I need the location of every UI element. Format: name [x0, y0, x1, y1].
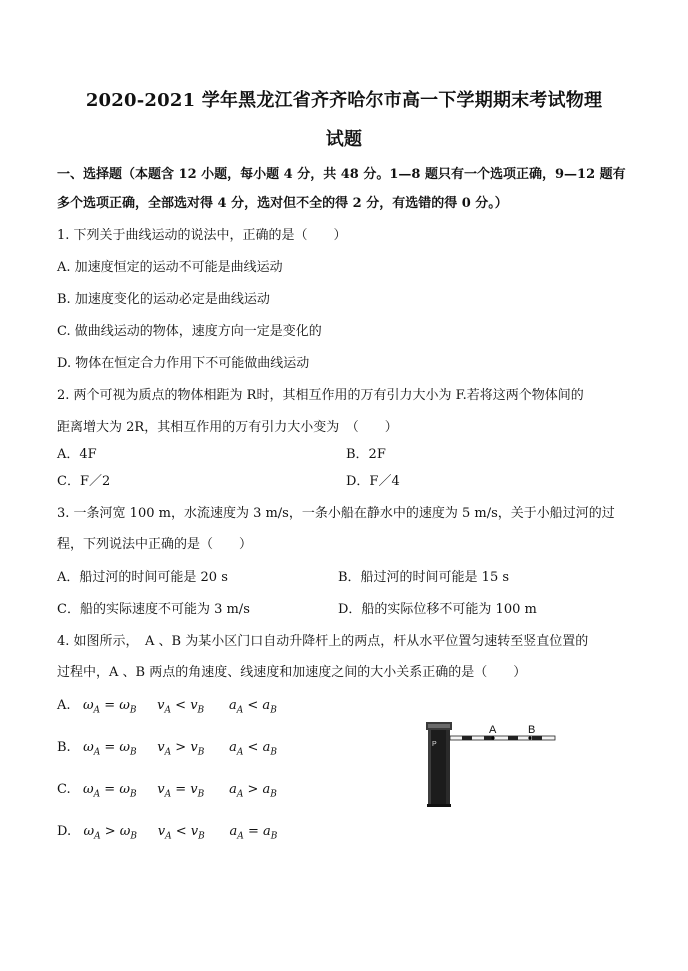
q2-stem-line2: 距离增大为 2R，其相互作用的万有引力大小变为 （ ）: [57, 420, 398, 435]
q1-option-d: D. 物体在恒定合力作用下不可能做曲线运动: [57, 356, 310, 371]
gate-cabinet-edge: [428, 730, 431, 806]
point-a-label: A: [489, 724, 497, 736]
q1-option-a: A. 加速度恒定的运动不可能是曲线运动: [57, 260, 283, 275]
q3-stem-line2: 程，下列说法中正确的是（ ）: [57, 537, 253, 552]
point-b-marker: [528, 736, 531, 739]
q3-option-c: C．船的实际速度不可能为 3 m/s: [57, 602, 250, 617]
gate-cabinet-top-panel: [428, 724, 450, 728]
q4-option-a: A. $\omega_A = \omega_B$ $v_A < v_B$ $a_A < a_B$: [57, 698, 277, 716]
q2-stem-line1: 2. 两个可视为质点的物体相距为 R时，其相互作用的万有引力大小为 F.若将这两个物体间的: [57, 388, 584, 403]
q2-option-d: D．F／4: [346, 474, 400, 489]
q4-option-c: C. $\omega_A = \omega_B$ $v_A = v_B$ $a_A > a_B$: [57, 782, 277, 800]
q4-option-b: B. $\omega_A = \omega_B$ $v_A > v_B$ $a_A < a_B$: [57, 740, 277, 758]
q3-option-a: A．船过河的时间可能是 20 s: [57, 570, 228, 585]
gate-arm-stripe-3: [508, 736, 518, 740]
gate-label-p: P: [432, 741, 437, 748]
q4-stem-line1: 4. 如图所示， A 、B 为某小区门口自动升降杆上的两点，杆从水平位置匀速转至竖直位置的: [57, 634, 589, 649]
q2-option-a: A．4F: [57, 447, 97, 462]
section-instructions-line1: 一、选择题（本题含 12 小题，每小题 4 分，共 48 分。1—8 题只有一个选项正确，9—12 题有: [57, 167, 626, 182]
gate-arm-stripe-1: [462, 736, 472, 740]
q4-stem-line2: 过程中，A 、B 两点的角速度、线速度和加速度之间的大小关系正确的是（ ）: [57, 665, 527, 680]
gate-cabinet-base: [427, 804, 451, 807]
q3-stem-line1: 3. 一条河宽 100 m，水流速度为 3 m/s，一条小船在静水中的速度为 5 m/s，关于小船过河的过: [57, 506, 615, 521]
exam-title-line2: 试题: [325, 129, 363, 150]
q1-stem: 1. 下列关于曲线运动的说法中，正确的是（ ）: [57, 228, 347, 243]
section-instructions-line2: 多个选项正确，全部选对得 4 分，选对但不全的得 2 分，有选错的得 0 分。）: [57, 196, 508, 211]
q4-option-d: D. $\omega_A > \omega_B$ $v_A < v_B$ $a_A = a_B$: [57, 824, 278, 842]
gate-cabinet-side: [446, 730, 450, 806]
q1-option-b: B. 加速度变化的运动必定是曲线运动: [57, 292, 270, 307]
point-b-label: B: [528, 724, 536, 736]
q2-option-c: C．F／2: [57, 474, 111, 489]
exam-title-line1: 2020-2021 学年黑龙江省齐齐哈尔市高一下学期期末考试物理: [85, 90, 603, 111]
gate-arm-stripe-4: [532, 736, 542, 740]
point-a-marker: [491, 736, 494, 739]
q3-option-b: B．船过河的时间可能是 15 s: [338, 570, 510, 585]
q3-option-d: D．船的实际位移不可能为 100 m: [338, 602, 537, 617]
q2-option-b: B．2F: [346, 447, 386, 462]
q1-option-c: C. 做曲线运动的物体，速度方向一定是变化的: [57, 324, 322, 339]
barrier-gate-figure: [424, 716, 558, 808]
